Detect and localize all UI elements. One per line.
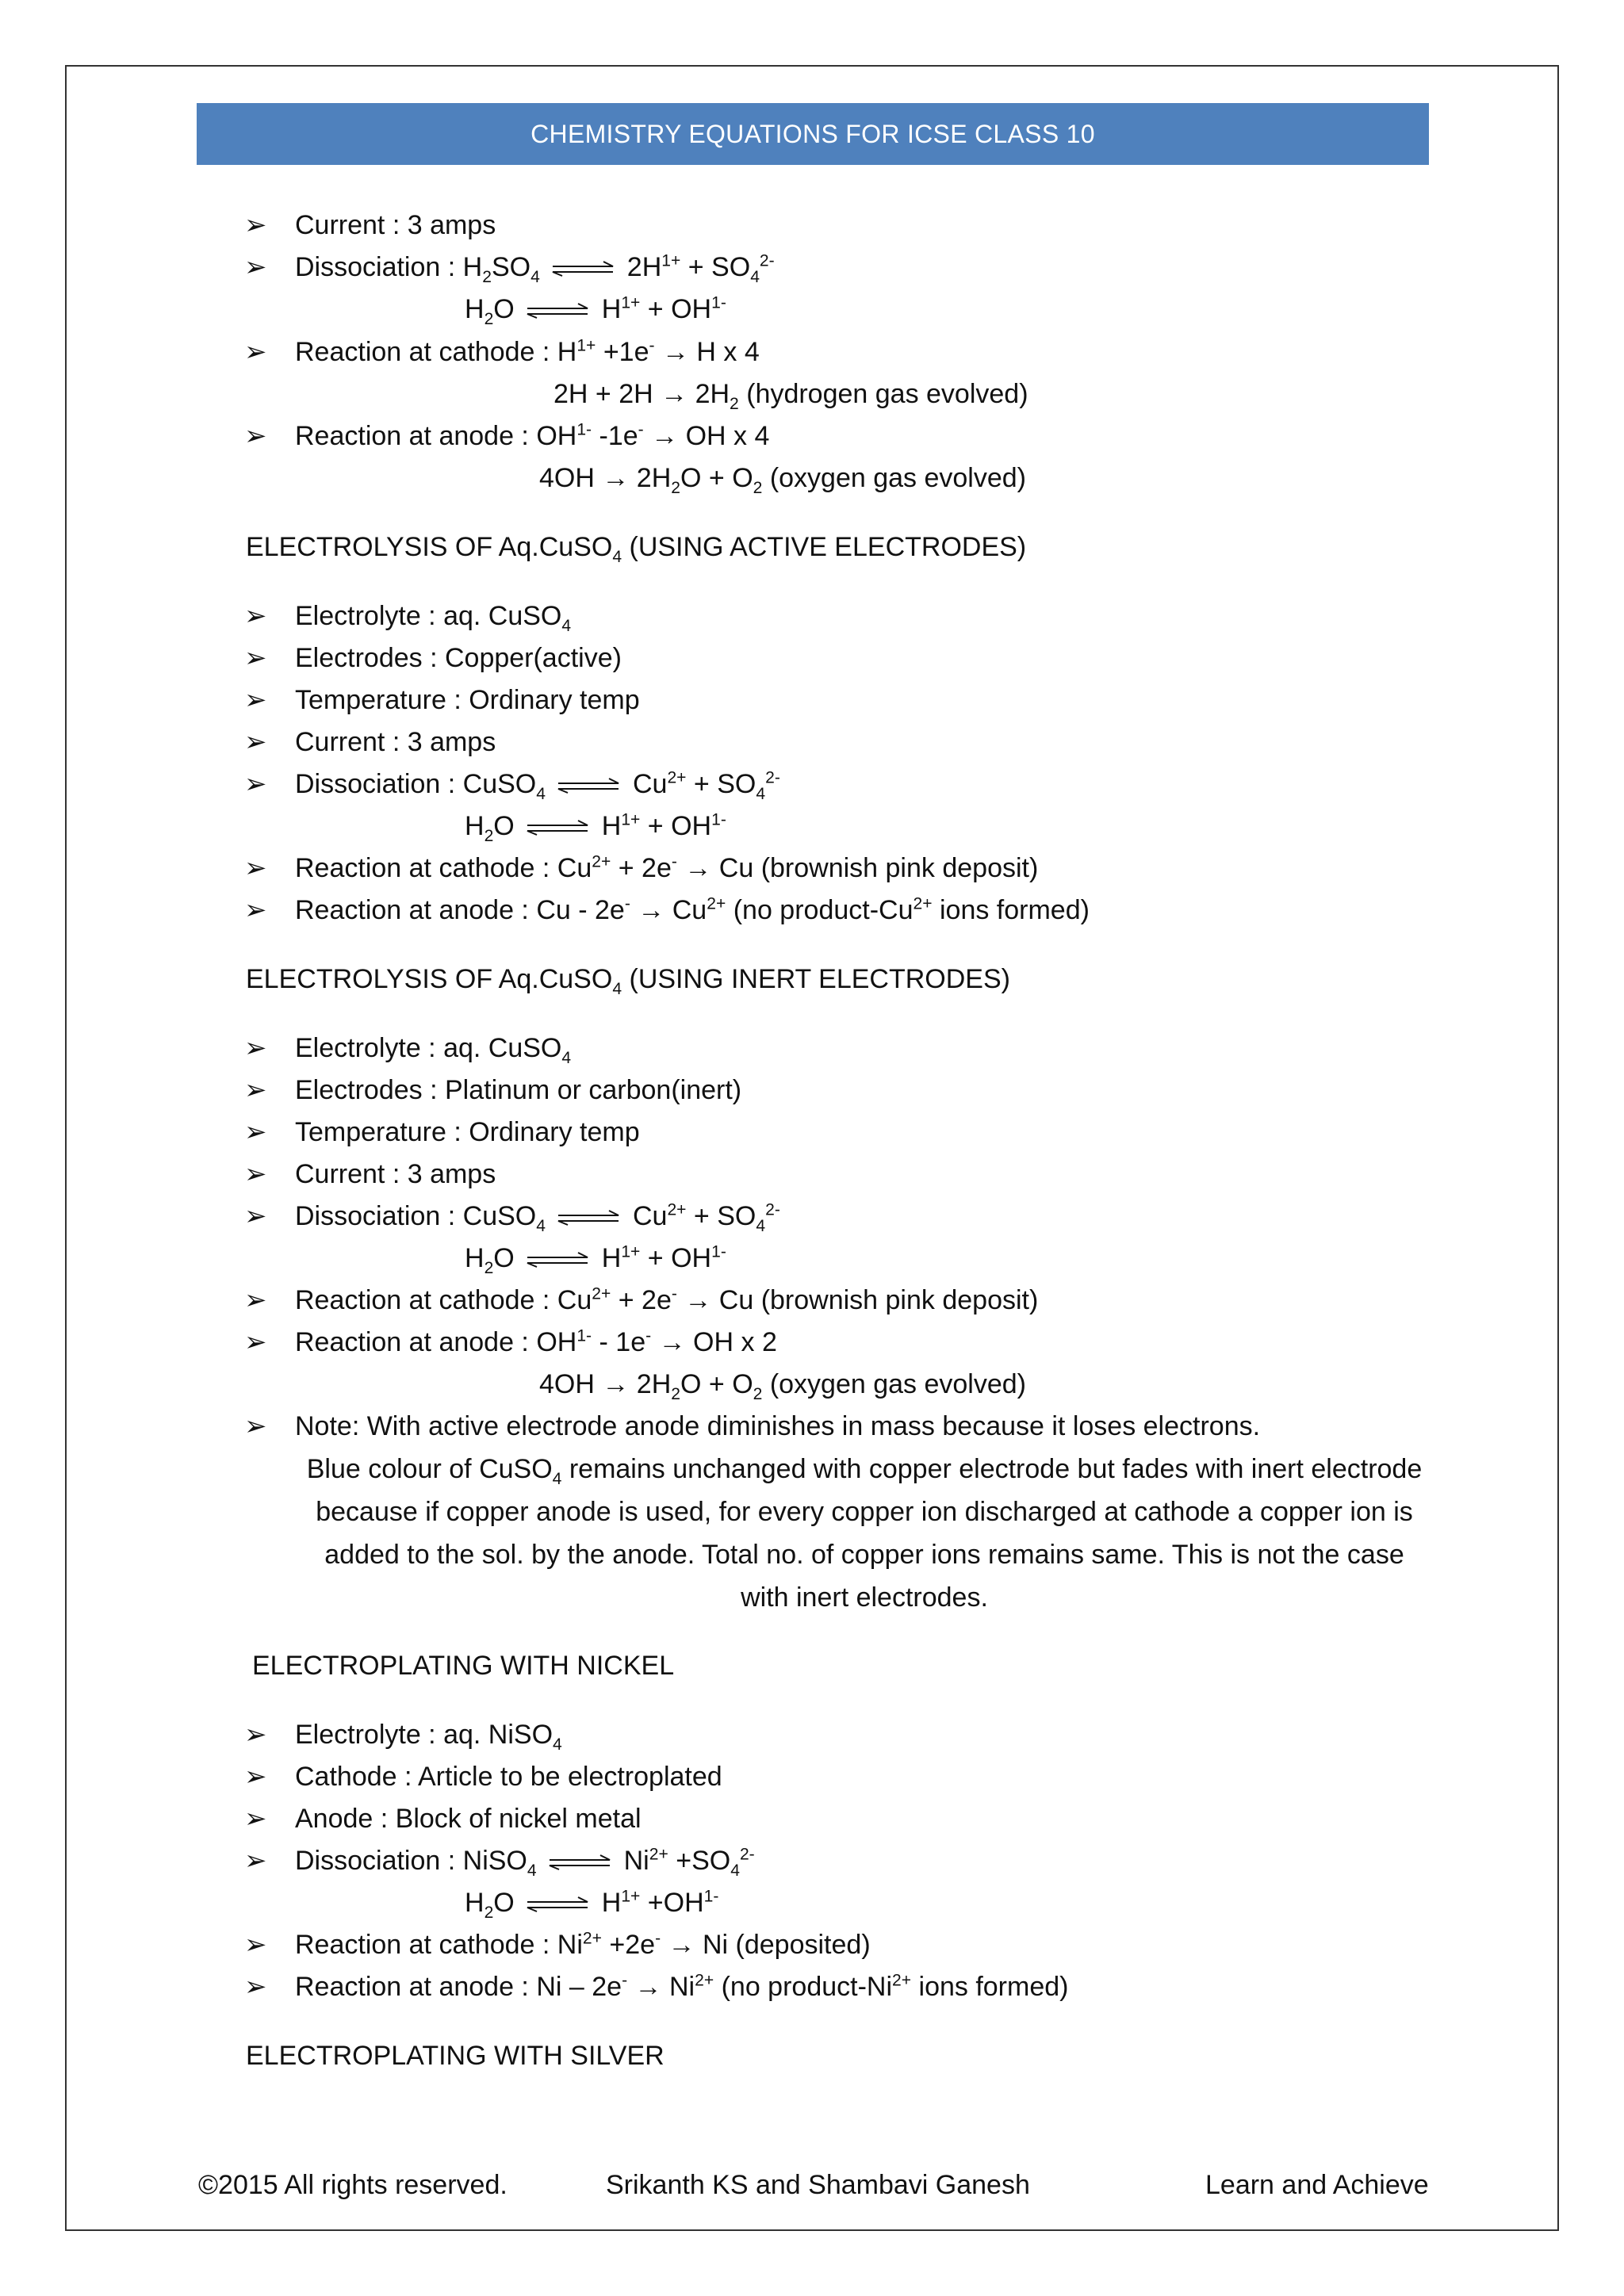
cathode-item: Cathode : Article to be electroplated <box>295 1762 722 1792</box>
section-heading-active: ELECTROLYSIS OF Aq.CuSO$_4$ (USING ACTIVE ELECTRODES) <box>246 532 1027 566</box>
bullet-arrow-icon: ➢ <box>244 252 267 282</box>
section-heading-nickel: ELECTROPLATING WITH NICKEL <box>252 1651 675 1681</box>
bullet-arrow-icon: ➢ <box>244 769 267 799</box>
note-paragraph: Blue colour of CuSO$_4$ remains unchanged with copper electrode but fades with inert electrode because if copper anode is used, for every copper ion discharged at cathode a copper ion is added to the sol. by the anode. Total no. of copper ions remains same. This is not the case with inert electrodes. <box>306 1454 1423 1613</box>
anode-reaction-item: Reaction at anode : $OH^{1-} - 1e^-$ → OH x 2 <box>295 1326 777 1357</box>
bullet-arrow-icon: ➢ <box>244 1159 267 1189</box>
equilibrium-arrow-icon <box>548 1854 611 1870</box>
bullet-arrow-icon: ➢ <box>244 1804 267 1834</box>
equilibrium-arrow-icon <box>526 1896 589 1912</box>
equilibrium-arrow-icon <box>526 820 589 836</box>
bullet-arrow-icon: ➢ <box>244 1117 267 1147</box>
bullet-arrow-icon: ➢ <box>244 685 267 715</box>
bullet-arrow-icon: ➢ <box>244 1762 267 1792</box>
cathode-reaction-item: Reaction at cathode : $Cu^{2+} + 2e^- \to Cu$ (brownish pink deposit) <box>295 852 1039 883</box>
electrolyte-item: Electrolyte : aq. CuSO$_4$ <box>295 1033 572 1067</box>
bullet-arrow-icon: ➢ <box>244 1201 267 1231</box>
page-title: CHEMISTRY EQUATIONS FOR ICSE CLASS 10 <box>530 119 1095 148</box>
note-item: Note: With active electrode anode diminishes in mass because it loses electrons. <box>295 1411 1261 1441</box>
current-item: Current : 3 amps <box>295 210 496 240</box>
cathode-reaction-line2: $2H + 2H \to 2H_2$ (hydrogen gas evolved) <box>553 379 1028 413</box>
bullet-arrow-icon: ➢ <box>244 1285 267 1315</box>
bullet-arrow-icon: ➢ <box>244 1075 267 1105</box>
water-dissociation: $H_2O$ $H^{1+} +OH^{1-}$ <box>465 1887 719 1922</box>
anode-reaction-line2: $4OH \to 2H_2O + O_2$ (oxygen gas evolved) <box>539 1369 1027 1403</box>
anode-reaction-item: Reaction at anode : $Cu - 2e^- \to Cu^{2+}$ (no product-$Cu^{2+}$ ions formed) <box>295 894 1090 925</box>
equilibrium-arrow-icon <box>526 1252 589 1268</box>
bullet-arrow-icon: ➢ <box>244 1411 267 1441</box>
bullet-arrow-icon: ➢ <box>244 727 267 757</box>
equilibrium-arrow-icon <box>557 778 620 794</box>
electrodes-item: Electrodes : Copper(active) <box>295 643 622 673</box>
section-heading-inert: ELECTROLYSIS OF Aq.CuSO$_4$ (USING INERT ELECTRODES) <box>246 964 1010 998</box>
bullet-arrow-icon: ➢ <box>244 601 267 631</box>
bullet-arrow-icon: ➢ <box>244 1846 267 1876</box>
water-dissociation: $H_2O$ $H^{1+} + OH^{1-}$ <box>465 293 726 328</box>
cathode-reaction-item: Reaction at cathode : $H^{1+} +1e^- \to H$ x 4 <box>295 336 760 367</box>
bullet-arrow-icon: ➢ <box>244 1972 267 2002</box>
footer-copyright: ©2015 All rights reserved. <box>198 2170 508 2200</box>
bullet-arrow-icon: ➢ <box>244 210 267 240</box>
dissociation-item: Dissociation : NiSO$_4$ $Ni^{2+} +SO_4^{2-}$ <box>295 1845 755 1880</box>
bullet-arrow-icon: ➢ <box>244 1930 267 1960</box>
temperature-item: Temperature : Ordinary temp <box>295 1117 640 1147</box>
page-title-banner <box>197 103 1429 165</box>
bullet-arrow-icon: ➢ <box>244 1327 267 1357</box>
electrodes-item: Electrodes : Platinum or carbon(inert) <box>295 1075 742 1105</box>
bullet-arrow-icon: ➢ <box>244 1720 267 1750</box>
bullet-arrow-icon: ➢ <box>244 421 267 451</box>
water-dissociation: $H_2O$ $H^{1+} + OH^{1-}$ <box>465 1242 726 1277</box>
water-dissociation: $H_2O$ $H^{1+} + OH^{1-}$ <box>465 810 726 845</box>
anode-reaction-line2: $4OH \to 2H_2O + O_2$ (oxygen gas evolved) <box>539 463 1027 497</box>
dissociation-item: Dissociation : CuSO$_4$ $Cu^{2+} + SO_4^{2-}$ <box>295 768 780 803</box>
equilibrium-arrow-icon <box>526 303 589 319</box>
footer-authors: Srikanth KS and Shambavi Ganesh <box>606 2170 1030 2200</box>
temperature-item: Temperature : Ordinary temp <box>295 685 640 715</box>
section-heading-silver: ELECTROPLATING WITH SILVER <box>246 2041 665 2071</box>
dissociation-item: Dissociation : CuSO$_4$ $Cu^{2+} + SO_4^{2-}$ <box>295 1200 780 1235</box>
bullet-arrow-icon: ➢ <box>244 1033 267 1063</box>
current-item: Current : 3 amps <box>295 1159 496 1189</box>
current-item: Current : 3 amps <box>295 727 496 757</box>
cathode-reaction-item: Reaction at cathode : $Ni^{2+} +2e^- \to Ni$ (deposited) <box>295 1929 871 1960</box>
bullet-arrow-icon: ➢ <box>244 895 267 925</box>
electrolyte-item: Electrolyte : aq. CuSO$_4$ <box>295 601 572 635</box>
equilibrium-arrow-icon <box>551 261 615 277</box>
electrolyte-item: Electrolyte : aq. NiSO$_4$ <box>295 1720 562 1754</box>
bullet-arrow-icon: ➢ <box>244 643 267 673</box>
footer-tagline: Learn and Achieve <box>1205 2170 1429 2200</box>
anode-reaction-item: Reaction at anode : $OH^{1-}$ -1e- → OH x 4 <box>295 420 770 451</box>
dissociation-item: Dissociation : $H_2SO_4$ $2H^{1+} + SO_4^{2-}$ <box>295 251 775 286</box>
bullet-arrow-icon: ➢ <box>244 337 267 367</box>
bullet-arrow-icon: ➢ <box>244 853 267 883</box>
anode-reaction-item: Reaction at anode : $Ni - 2e^- \to Ni^{2+}$ (no product-$Ni^{2+}$ ions formed) <box>295 1971 1069 2002</box>
cathode-reaction-item: Reaction at cathode : $Cu^{2+} + 2e^- \to Cu$ (brownish pink deposit) <box>295 1284 1039 1315</box>
equilibrium-arrow-icon <box>557 1210 620 1226</box>
anode-item: Anode : Block of nickel metal <box>295 1804 642 1834</box>
